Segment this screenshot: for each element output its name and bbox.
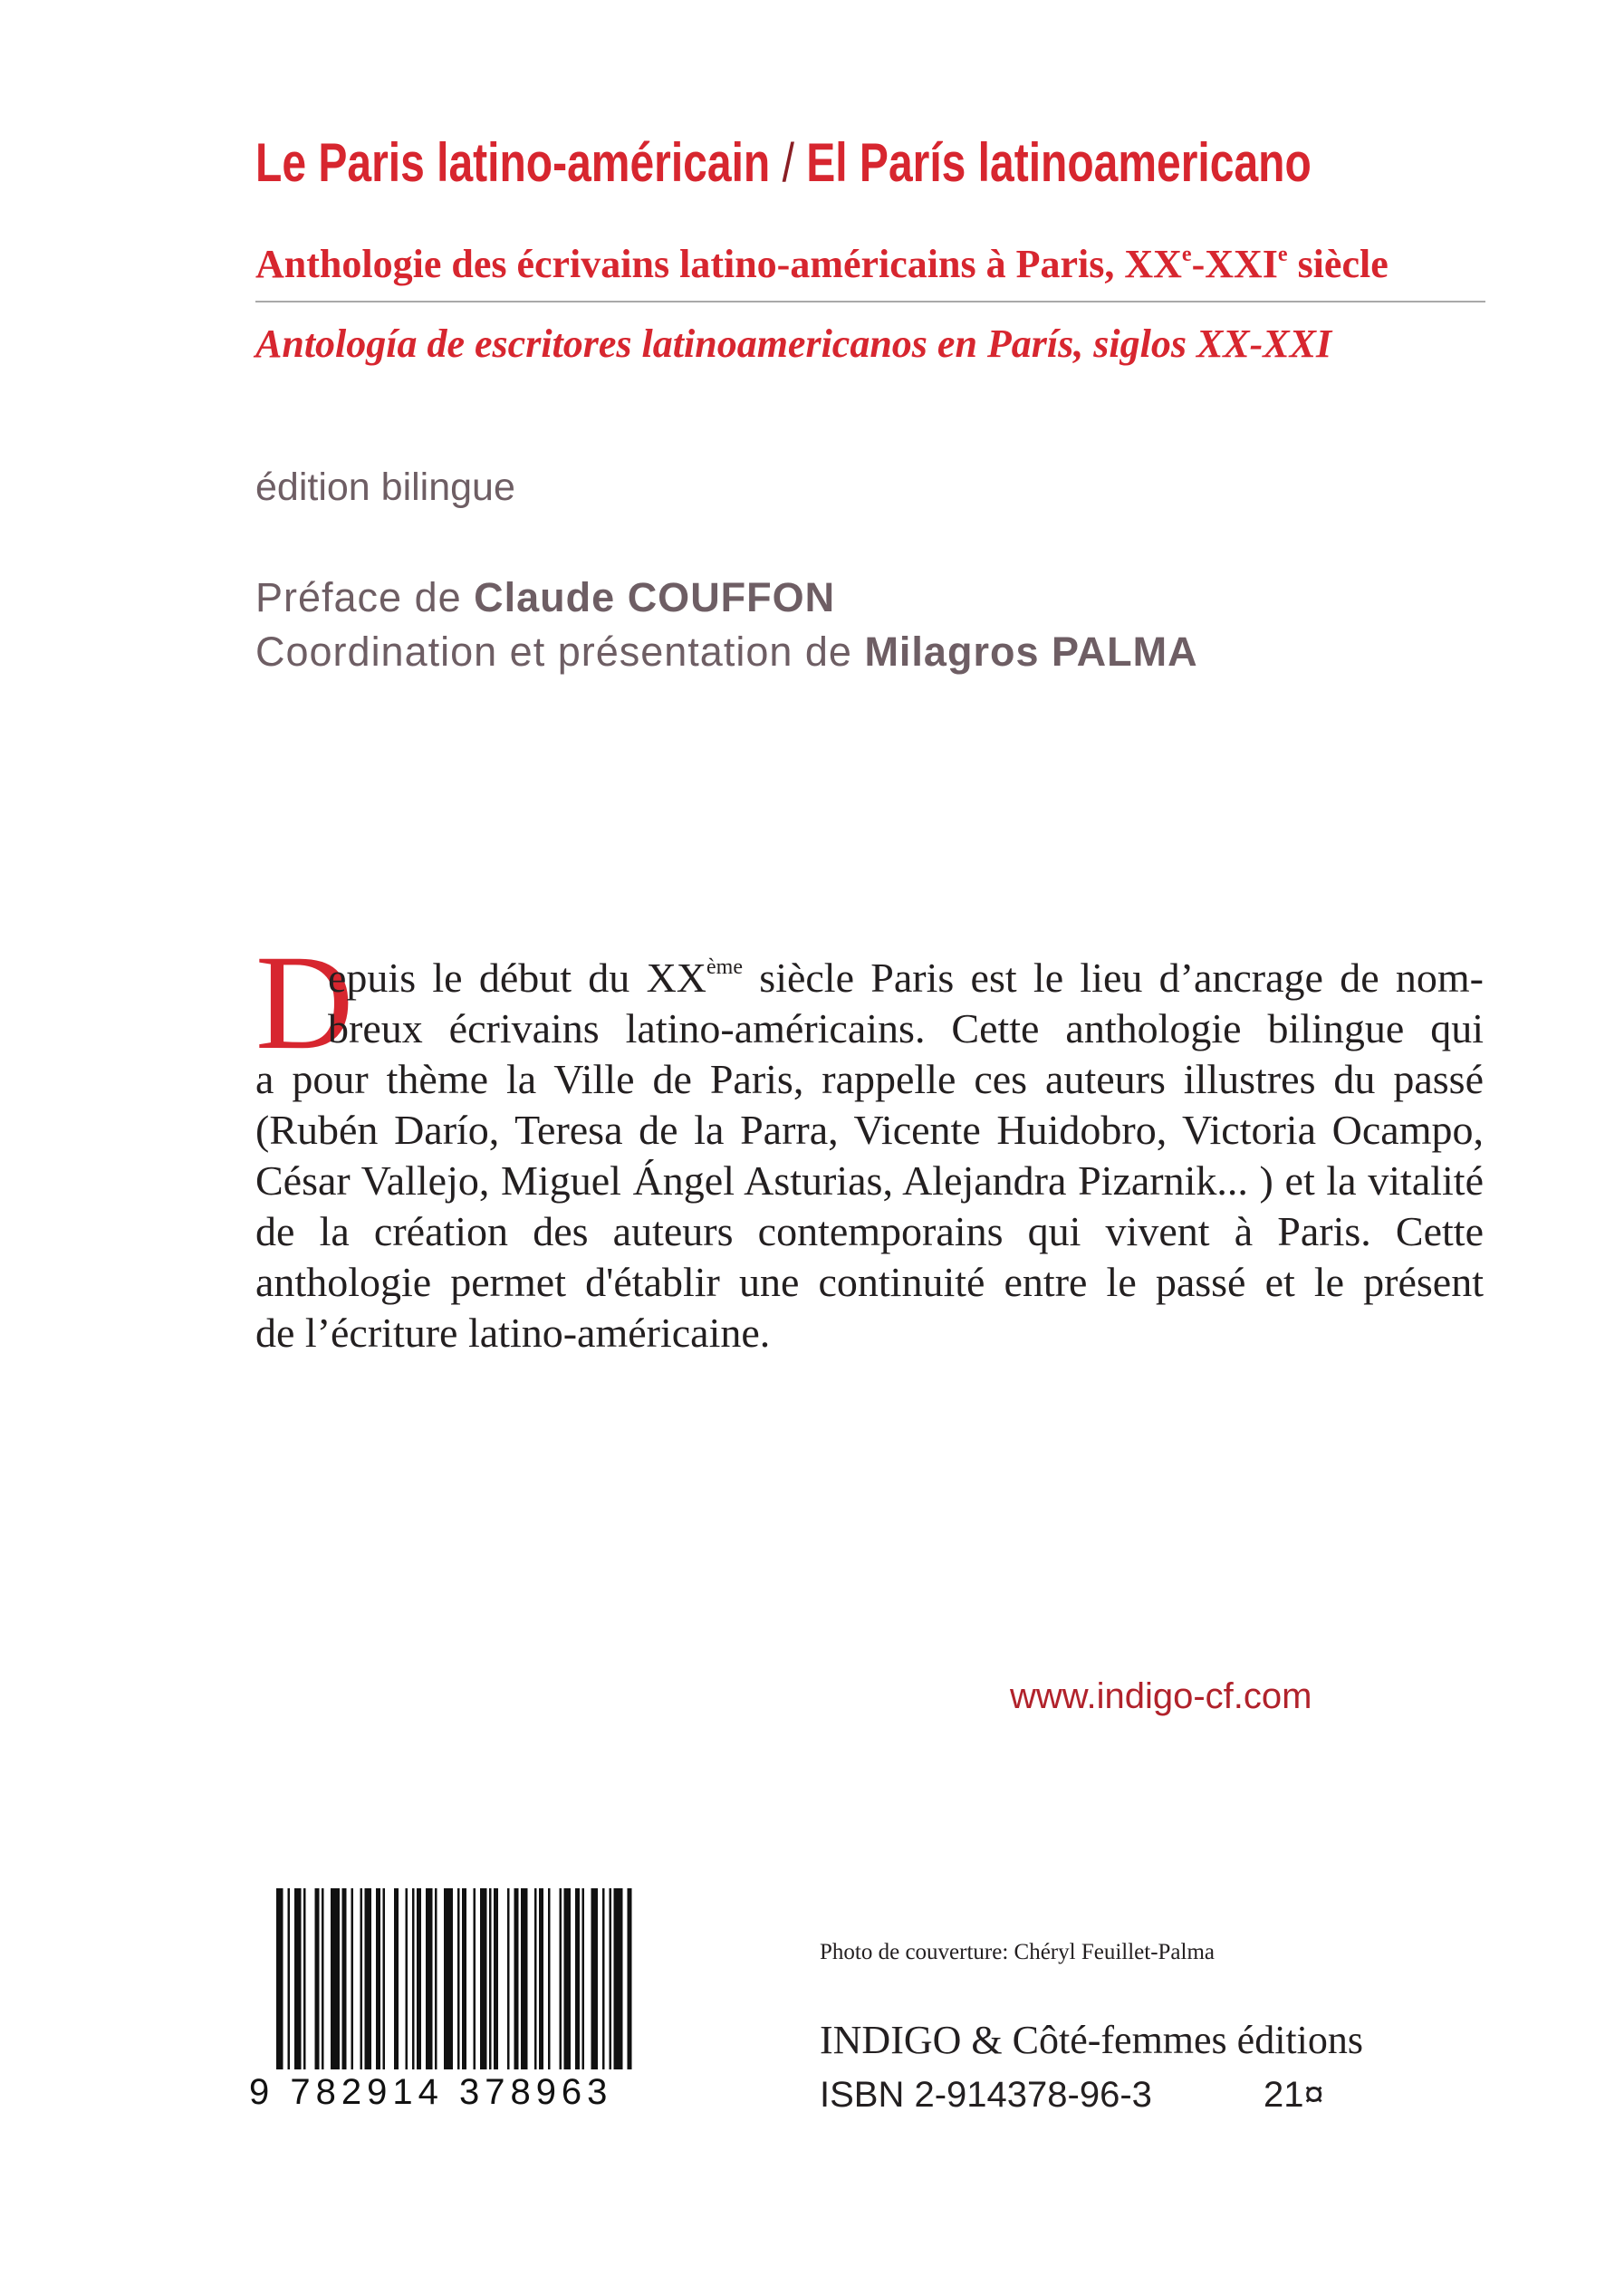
isbn: ISBN 2-914378-96-3 [820,2075,1152,2115]
barcode-bar [548,1888,551,2069]
subtitle-french [255,237,1523,292]
barcode-bar [376,1888,380,2069]
barcode-bar [412,1888,415,2069]
barcode-bar [614,1888,623,2069]
blurb-line: (Rubén Darío, Teresa de la Parra, Vicente Huidobro, Victoria Ocampo, [255,1107,1484,1153]
barcode-bar [322,1888,324,2069]
book-title [255,127,1312,199]
barcode-bar [426,1888,433,2069]
barcode-bar [276,1888,283,2069]
coordination-credit [255,625,1198,679]
preface-prefix: Préface de [255,574,475,620]
barcode-bar [514,1888,519,2069]
preface-credit [255,571,1198,625]
subtitle-spanish: Antología de escritores latinoamericanos en París, siglos XX-XXI [255,322,1332,366]
barcode-bar [444,1888,453,2069]
blurb-line [255,953,1484,1003]
subtitle-french-sup2: e [1277,243,1288,266]
blurb-line: César Vallejo, Miguel Ángel Asturias, Alejandra Pizarnik... ) et la vitalité [255,1157,1484,1204]
barcode-bar [560,1888,562,2069]
barcode-bar [331,1888,340,2069]
barcode-bar [303,1888,306,2069]
barcode-image [276,1888,639,2069]
subtitle-french-text: Anthologie des écrivains latino-américains à Paris, XX [255,242,1182,286]
barcode-bar [564,1888,572,2069]
barcode-bar [294,1888,302,2069]
barcode-bar [507,1888,510,2069]
title-french: Le Paris latino-américain [255,132,771,193]
blurb-line: de l’écriture latino-américaine. [255,1310,771,1356]
edition-note: édition bilingue [255,466,515,509]
blurb-line: a pour thème la Ville de Paris, rappelle ces auteurs illustres du passé [255,1056,1484,1102]
barcode-bar [383,1888,386,2069]
blurb-dropcap: D [255,927,354,1078]
coordination-name: Milagros PALMA [864,629,1198,675]
barcode-bar [351,1888,354,2069]
blurb-line: breux écrivains latino-américains. Cette anthologie bilingue qui [328,1005,1484,1051]
barcode-digits: 9 782914 378963 [249,2072,613,2112]
blurb-line: anthologie permet d'établir une continuité entre le passé et le présent [255,1259,1484,1305]
barcode-bar [582,1888,585,2069]
blurb-line: de la création des auteurs contemporains qui vivent à Paris. Cette [255,1208,1484,1254]
barcode-bar [591,1888,599,2069]
blurb-line1-sup: ème [706,955,744,979]
barcode-bar [610,1888,612,2069]
barcode-bar [489,1888,492,2069]
publisher-name: INDIGO & Côté-femmes éditions [820,2018,1363,2062]
subtitle-french-end: siècle [1287,242,1389,286]
blurb-line1-b: siècle Paris est le lieu d’ancrage de nom- [743,955,1484,1001]
barcode-bar [539,1888,543,2069]
blurb-line1-a: epuis le début du XX [328,955,707,1001]
barcode-bar [457,1888,460,2069]
barcode-bar [480,1888,487,2069]
barcode-bar [628,1888,632,2069]
barcode-bar [315,1888,320,2069]
blurb-paragraph [255,953,1484,1358]
credits [255,571,1198,679]
photo-credit: Photo de couverture: Chéryl Feuillet-Palma [820,1940,1216,1964]
barcode-bar [417,1888,421,2069]
barcode-bar [435,1888,437,2069]
title-separator: / [782,132,794,193]
barcode-bar [474,1888,476,2069]
price: 21¤ [1264,2075,1324,2115]
barcode-bar [394,1888,399,2069]
barcode-bar [342,1888,347,2069]
publisher-website: www.indigo-cf.com [1010,1676,1312,1716]
subtitle-divider [255,301,1485,302]
preface-name: Claude COUFFON [474,574,836,620]
barcode-bar [575,1888,580,2069]
barcode-bar [521,1888,528,2069]
title-spanish: El París latinoamericano [806,132,1312,193]
barcode-bar [534,1888,537,2069]
subtitle-french-mid: -XXI [1191,242,1278,286]
barcode-bar [288,1888,291,2069]
subtitle-french-sup1: e [1181,243,1192,266]
barcode-bar [406,1888,408,2069]
barcode-bar [365,1888,372,2069]
barcode-bar [360,1888,363,2069]
barcode-bar [602,1888,605,2069]
barcode-bar [462,1888,466,2069]
coordination-prefix: Coordination et présentation de [255,629,865,675]
barcode-bar [494,1888,498,2069]
